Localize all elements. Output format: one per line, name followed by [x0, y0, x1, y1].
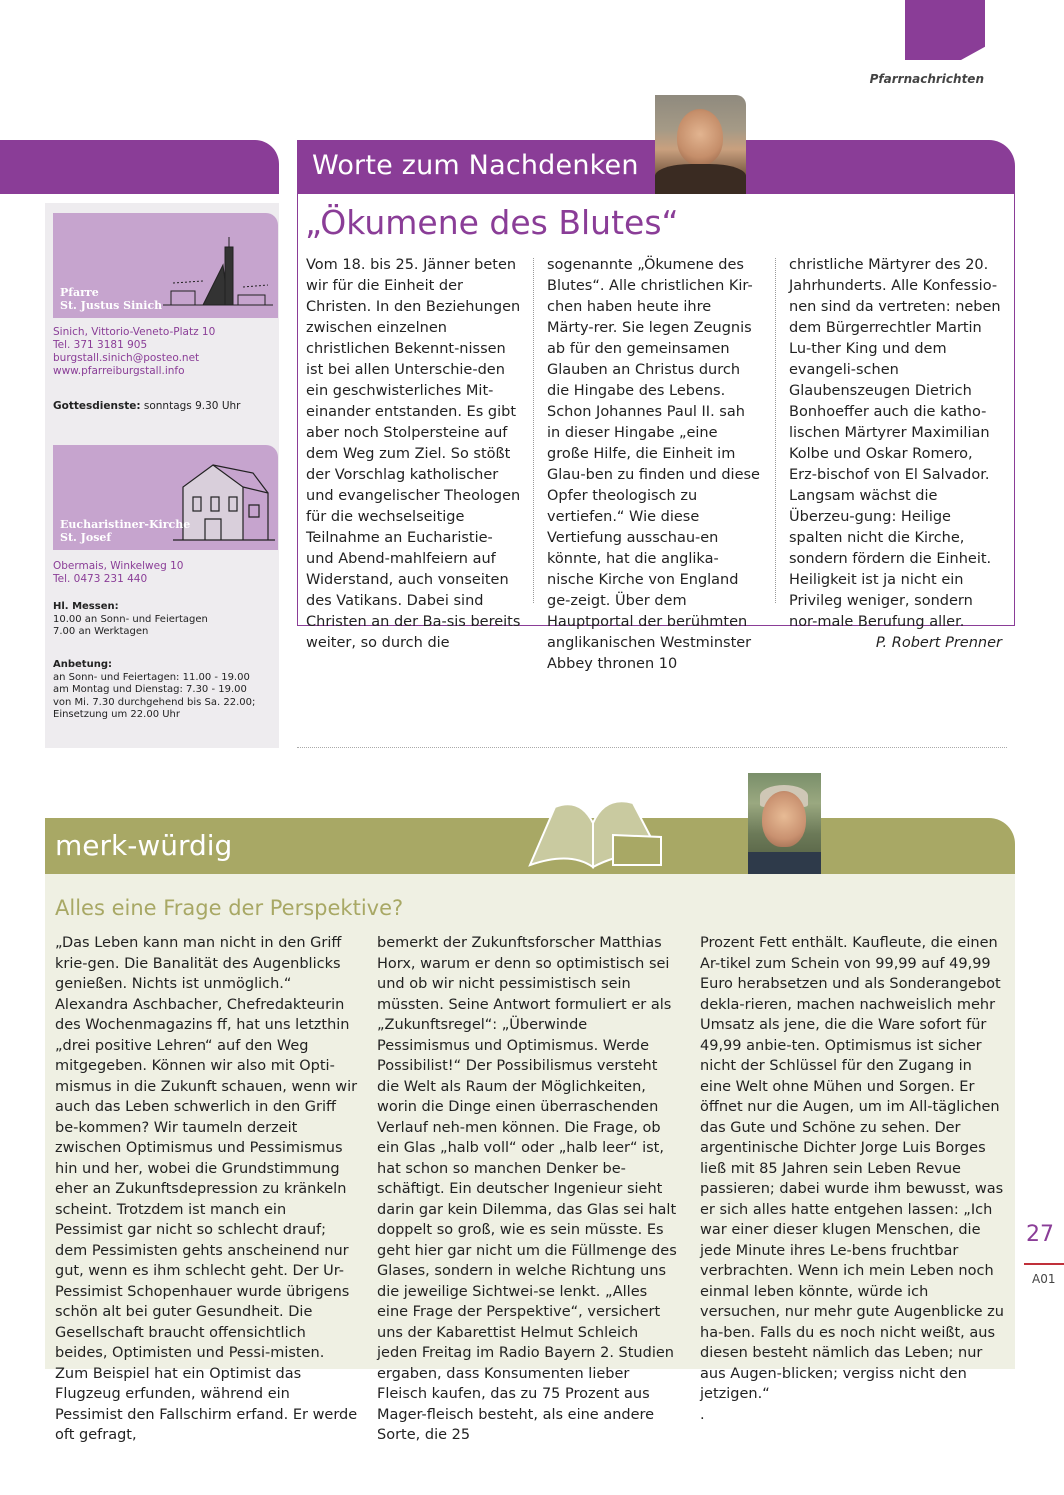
- parish-card-sinich: [53, 213, 278, 318]
- worte-column-2: sogenannte „Ökumene des Blutes“. Alle christlichen Kir-chen haben heute ihre Märty-rer. Sie legen Zeugnis ab für den gemeinsamen Glauben an Christus durch die Hingabe des Lebens. Schon Johannes Paul II. sah in dieser Hingabe „eine große Hilfe, die Einheit im Glau-ben zu finden und diese Opfer theologisch zu vertiefen.“ Wie diese Vertiefung ausschau-en könnte, hat die anglika-nische Kirche von England ge-zeigt. Über dem Hauptportal der berühmten anglikanischen Westminster Abbey thronen 10: [547, 257, 760, 672]
- church-contact: Obermais, Winkelweg 10 Tel. 0473 231 440: [53, 560, 184, 585]
- merk-column-2: bemerkt der Zukunftsforscher Matthias Horx, warum er denn so optimistisch sei und ob wir nicht pessimistisch sein müssten. Seine Antwort formuliert er als „Zukunftsregel“: „Überwinde Pessimismus und Optimismus. Werde Possibilist!“ Der Possibilismus versteht die Welt als Raum der Möglichkeiten, worin die Dinge einen überraschenden Verlauf neh-men können. Die Frage, ob ein Glas „halb voll“ oder „halb leer“ ist, hat schon so manchen Denker be-schäftigt. Ein deutscher Ingenieur sieht darin gar kein Dilemma, das Glas sei halt doppelt so groß, wie es sein müsste. Es geht hier gar nicht um die Füllmenge des Glases, sondern in welche Richtung uns die jeweilige Sichtwei-se lenkt. „Alles eine Frage der Perspektive“, versichert uns der Kabarettist Helmut Schleich jeden Freitag im Radio Bayern 2. Studien ergaben, dass Konsumenten lieber Fleisch kaufen, das zu 75 Prozent aus Mager-fleisch besteht, als eine andere Sorte, die 25: [377, 935, 677, 1443]
- open-book-icon: [525, 795, 665, 870]
- page-number-rule: [1024, 1263, 1064, 1265]
- author-photo: [655, 95, 746, 194]
- parish-web-link[interactable]: www.pfarreiburgstall.info: [53, 365, 185, 377]
- columnist-photo: [748, 773, 821, 874]
- merk-column-1: „Das Leben kann man nicht in den Griff krie-gen. Die Banalität des Augenblicks genießen. Nichts ist unmöglich.“ Alexandra Aschbacher, Chefredakteurin des Wochenmagazins ff, hat uns letzthin „drei positive Lehren“ auf den Weg mitgegeben. Können wir also mit Opti-mismus in die Zukunft schauen, wenn wir auch das Leben schwerlich in den Griff be-kommen? Wir taumeln derzeit zwischen Optimismus und Pessimismus hin und her, wobei die Grundstimmung eher an Zukunftsdepression zu kränkeln scheint. Trotzdem ist manch ein Pessimist gar nicht so schlecht drauf; dem Pessimisten gehts anscheinend nur gut, wenn es ihm schlecht geht. Der Ur-Pessimist Schopenhauer wurde übrigens schön alt bei guter Gesundheit. Die Gesellschaft braucht offensichtlich beides, Optimisten und Pessi-misten. Zum Beispiel hat ein Optimist das Flugzeug erfunden, während ein Pessimist den Fallschirm erfand. Er werde oft gefragt,: [55, 935, 358, 1443]
- parish-card-josef: [53, 445, 278, 550]
- service-times: Gottesdienste: sonntags 9.30 Uhr: [53, 400, 241, 412]
- merk-band-title: merk-würdig: [55, 829, 233, 862]
- parish-card-name: Eucharistiner-Kirche St. Josef: [60, 518, 191, 544]
- adoration-times: Anbetung: an Sonn- und Feiertagen: 11.00 - 19.00 am Montag und Dienstag: 7.30 - 19.00 von Mi. 7.30 durchgehend bis Sa. 22.00; Einsetzung um 22.00 Uhr: [53, 659, 256, 720]
- edition-code: A01: [1032, 1272, 1056, 1286]
- parish-email-link[interactable]: burgstall.sinich@posteo.net: [53, 352, 200, 364]
- worte-band-title: Worte zum Nachdenken: [312, 150, 639, 181]
- worte-column-3: christliche Märtyrer des 20. Jahrhunderts. Alle Konfessio-nen sind da vertreten: neben dem Bürgerrechtler Martin Lu-ther King und dem evangeli-schen Glaubenszeugen Dietrich Bonhoeffer auch die katho-lischen Märtyrer Maximilian Kolbe und Oskar Romero, Erz-bischof von El Salvador. Langsam wächst die Überzeu-gung: Heilige spalten nicht die Kirche, sondern fördern die Einheit. Heiligkeit ist ja nicht ein Privileg weniger, sondern nor-male Berufung aller. P. Robert Prenner: [789, 255, 1002, 654]
- merk-column-3: Prozent Fett enthält. Kaufleute, die einen Ar-tikel zum Schein von 99,99 auf 49,99 Euro herabsetzen und als Sonderangebot dekla-rieren, machen nachweislich mehr Umsatz als jene, die die Ware sofort für 49,99 anbie-ten. Optimismus ist sicher nicht der Schlüssel für den Zugang in eine Welt ohne Mühen und Sorgen. Er öffnet nur die Augen, um im All-täglichen das Gute und Schöne zu sehen. Der argentinische Dichter Jorge Luis Borges ließ mit 85 Jahren sein Leben Revue passieren; dabei wurde ihm bewusst, was er sich alles hatte entgehen lassen: „Ich war einer dieser klugen Menschen, die jede Minute ihres Le-bens fruchtbar verbrachten. Wenn ich mein Leben noch einmal leben könnte, würde ich versuchen, nur mehr gute Augenblicke zu ha-ben. Falls du es noch nicht weißt, aus diesen besteht nämlich das Leben; nur aus Augen-blicken; vergiss nicht den jetzigen.“ .: [700, 935, 1004, 1423]
- parish-sidebar: [45, 203, 279, 748]
- sidebar-band: [0, 140, 279, 194]
- section-tab: [905, 0, 985, 60]
- worte-headline: „Ökumene des Blutes“: [305, 203, 679, 242]
- section-label: Pfarrnachrichten: [869, 72, 984, 86]
- article-author: P. Robert Prenner: [875, 635, 1002, 651]
- column-separator: [775, 258, 776, 603]
- worte-column-1: Vom 18. bis 25. Jänner beten wir für die Einheit der Christen. In den Beziehungen zwischen einzelnen christlichen Bekennt-nissen ist bei allen Unterschie-den ein geschwisterliches Mit-einander entstanden. Es gibt aber noch Stolpersteine auf dem Weg zum Ziel. So stößt der Vorschlag katholischer und evangelischer Theologen für die wechselseitige Teilnahme an Eucharistie- und Abend-mahlfeiern auf Widerstand, auch vonseiten des Vatikans. Dabei sind Christen an der Ba-sis bereits weiter, so durch die: [306, 257, 521, 651]
- page-number: 27: [1026, 1222, 1054, 1247]
- mass-times: Hl. Messen: 10.00 an Sonn- und Feiertagen 7.00 an Werktagen: [53, 601, 208, 637]
- parish-card-name: Pfarre St. Justus Sinich: [60, 286, 163, 312]
- section-divider: [297, 747, 1007, 748]
- column-separator: [533, 258, 534, 603]
- parish-contact: Sinich, Vittorio-Veneto-Platz 10 Tel. 371 3181 905 burgstall.sinich@posteo.net www.pfarreiburgstall.info: [53, 326, 216, 377]
- merk-headline: Alles eine Frage der Perspektive?: [55, 896, 404, 920]
